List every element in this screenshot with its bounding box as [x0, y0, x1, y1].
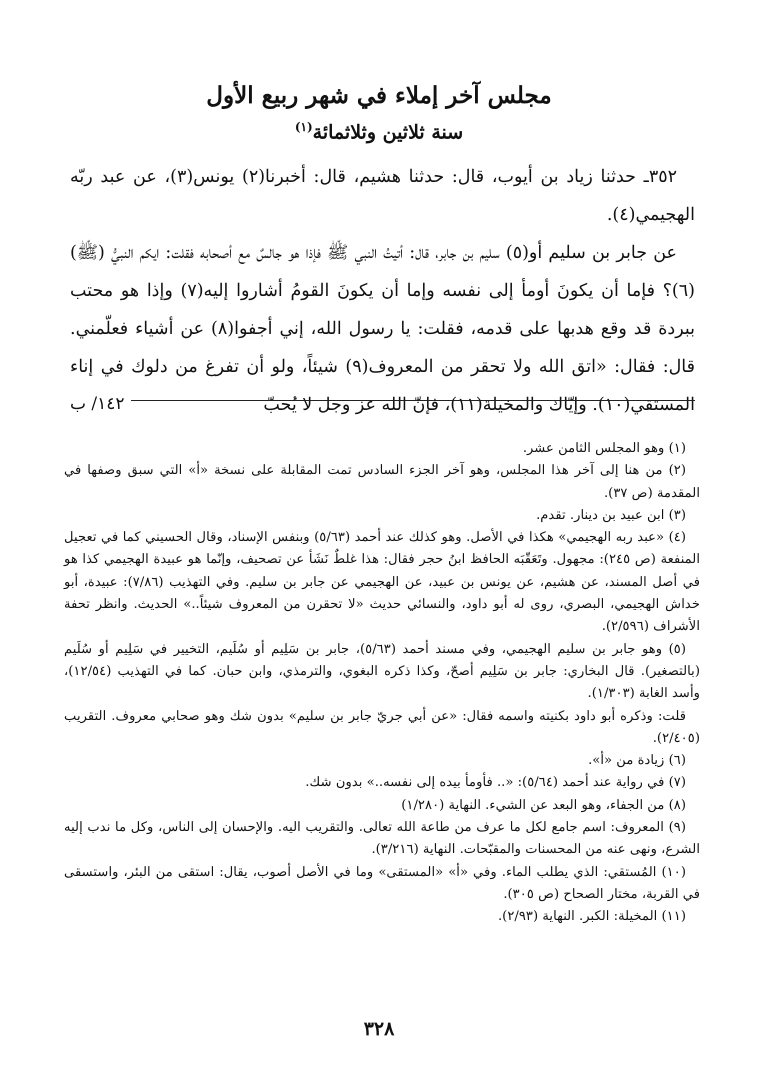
- majlis-subtitle: [0, 120, 758, 143]
- manuscript-folio-ref: ١٤٢/ ب: [70, 394, 131, 414]
- hadith-text: [70, 158, 695, 424]
- footnote: (١) وهو المجلس الثامن عشر.: [522, 441, 686, 456]
- footnote: (١٠) المُستقي: الذي يطلب الماء. وفي «أ» «المستقى» وما في الأصل أصوب، يقال: استقى من البئر، واستسقى في القربة، مختار الصحاح (ص ٣٠٥).: [64, 864, 700, 902]
- footnote: (٣) ابن عبيد بن دينار. تقدم.: [536, 507, 686, 523]
- subtitle-text: سنة ثلاثين وثلاثمائة: [312, 121, 464, 144]
- footnote: (٧) في رواية عند أحمد (٥/٦٤): «.. فأومأ بيده إلى نفسه..» بدون شك.: [305, 775, 686, 791]
- footnote-separator: [70, 400, 695, 401]
- hadith-matn: عن جابر بن سليم أو(٥) سليم بن جابر، قال: أتيتُ النبي ﷺ فإذا هو جالسٌ مع أصحابه فقلت: ايكم النبيُّ (ﷺ)(٦)؟ فإما أن يكونَ أومأ إلى نفسه وإما أن يكونَ القومُ أشاروا إليه(٧) وإذا هو محتب ببردة قد وقع هدبها على قدمه، فقلت: يا رسول الله، إني أجفوا(٨) عن أشياء فعلّمني. قال: فقال: «اتق الله ولا تحقر من المعروف(٩) شيئاً، ولو أن تفرغ من دلوك في إناء المستقي(١٠). وإيّاك والمخيلة(١١)، فإنّ الله عز وجل لا يُحبّ: [70, 243, 696, 415]
- hadith-isnad: ٣٥٢ـ حدثنا زياد بن أيوب، قال: حدثنا هشيم، قال: أخبرنا(٢) يونس(٣)، عن عبد ربّه الهجيمي(٤).: [70, 167, 695, 225]
- subtitle-footnote-marker: (١): [294, 120, 313, 134]
- footnote-remark: قلت: وذكره أبو داود بكنيته واسمه فقال: «عن أبي جريّ جابر بن سليم» بدون شك وهو صحابي معروف. التقريب (٢/٤٠٥).: [64, 708, 700, 746]
- footnote: (٤) «عبد ربه الهجيمي» هكذا في الأصل. وهو كذلك عند أحمد (٥/٦٣) وبنفس الإسناد، وقال الحسيني كما في تعجيل المنفعة (ص ٢٤٥): مجهول. وتَعَقّبَه الحافظ ابنُ حجر فقال: هذا غلطٌ نَشَأ عن تصحيف، وإنّما هو عبيدة الهجيمي كذا هو في أصل المسند، عن هشيم، عن يونس بن عبيد، عن الهجيمي عن جابر بن سليم. وفي التهذيب (٧/٨٦): عبيدة، أبو خداش الهجيمي، البصري، روى له أبو داود، والنسائي حديث «لا تحقرن من المعروف شيئاً..» الحديث. وانظر تحفة الأشراف (٢/٥٩٦).: [64, 530, 700, 635]
- footnotes: [64, 438, 700, 929]
- footnote: (٩) المعروف: اسم جامع لكل ما عرف من طاعة الله تعالى. والتقريب اليه. والإحسان إلى الناس، وكل ما ندب إليه الشرع، ونهى عنه من المحسنات والمقبّحات. النهاية (٣/٢١٦).: [64, 820, 700, 858]
- footnote: (٢) من هنا إلى آخر هذا المجلس، وهو آخر الجزء السادس تمت المقابلة على نسخة «أ» التي سبق وصفها في المقدمة (ص ٣٧).: [64, 463, 700, 501]
- majlis-title: مجلس آخر إملاء في شهر ربيع الأول: [206, 82, 552, 109]
- footnote: (٨) من الجفاء، وهو البعد عن الشيء. النهاية (١/٢٨٠): [401, 797, 686, 813]
- footnote: (٥) وهو جابر بن سليم الهجيمي، وفي مسند أحمد (٥/٦٣)، جابر بن سَلِيم أو سُلَيم، التخيير في سَلِيم أو سُلَيم (بالتصغير). قال البخاري: جابر بن سَلِيم أصحّ، وكذا ذكره البغوي، والترمذي، وابن حبان. كما في التهذيب (١٢/٥٤)، وأسد الغابة (١/٣٠٣).: [64, 641, 700, 702]
- footnote: (٦) زيادة من «أ».: [588, 753, 686, 769]
- footnote: (١١) المخيلة: الكبر. النهاية (٢/٩٣).: [497, 909, 686, 925]
- page-number: ٣٢٨: [363, 1018, 395, 1040]
